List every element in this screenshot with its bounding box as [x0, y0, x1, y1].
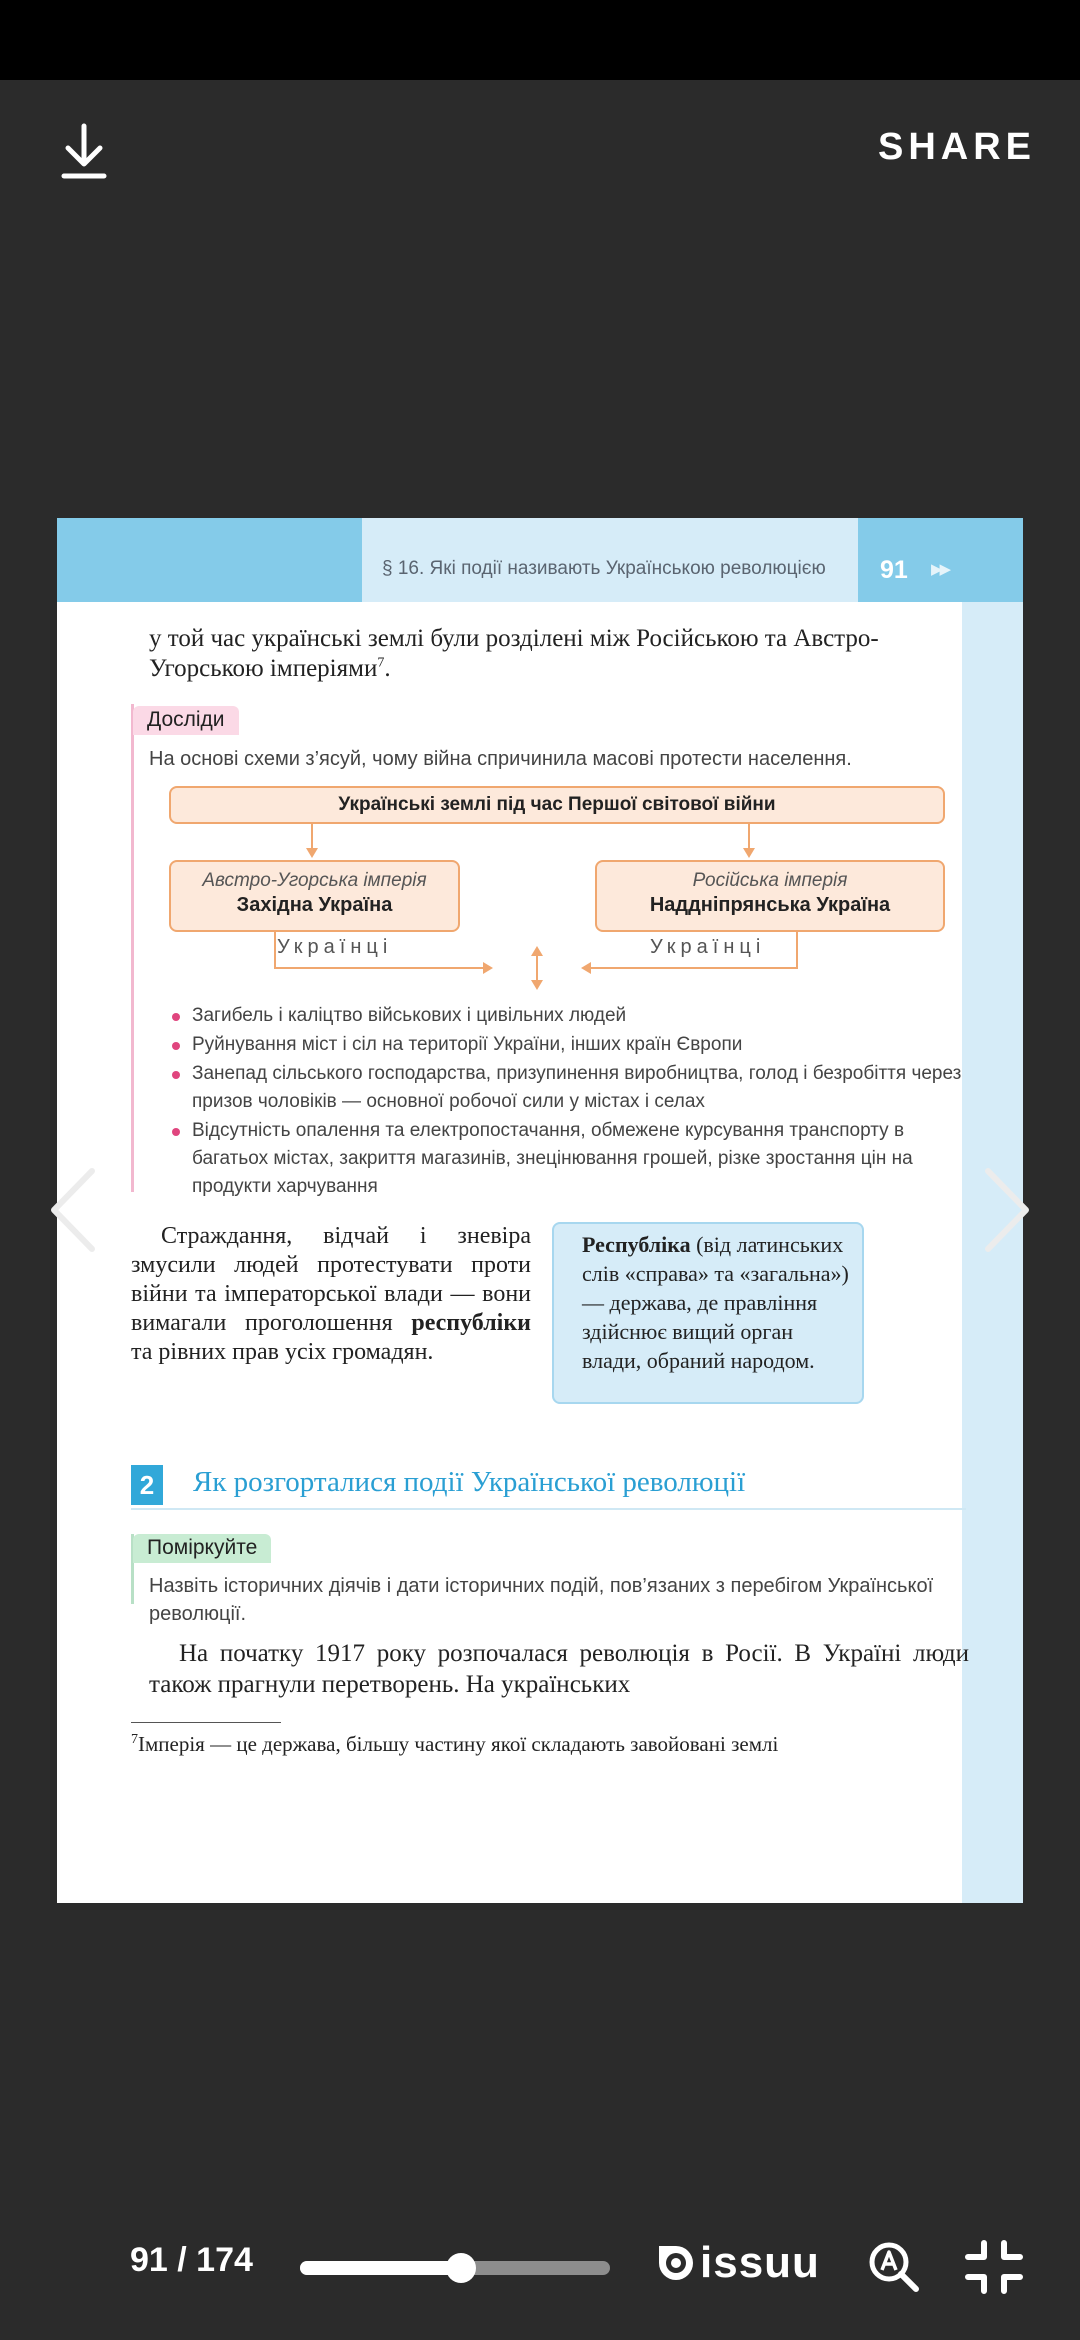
top-bar	[0, 80, 1080, 220]
share-button[interactable]: SHARE	[877, 126, 1036, 168]
zoom-button[interactable]	[866, 2239, 920, 2293]
list-item: Занепад сільського господарства, призупинення виробництва, голод і безробіття через призов чоловіків — основної робочої сили у містах і селах	[172, 1060, 962, 1116]
region-name: Західна Україна	[236, 894, 393, 916]
paragraph-protests: Страждання, відчай і зневіра змусили людей протестувати проти війни та імператорської влади — вони вимагали проголошення республіки та рівних прав усіх громадян.	[131, 1223, 531, 1365]
page-counter: 91 / 174	[130, 2241, 253, 2279]
collapse-icon	[964, 2239, 1024, 2295]
definition-box	[552, 1222, 864, 1404]
logo-text: issuu	[700, 2238, 820, 2287]
consider-label: Поміркуйте	[133, 1534, 271, 1563]
running-head: § 16. Які події називають Українською революцією	[382, 558, 826, 579]
people-label-left: Українці	[277, 936, 393, 958]
research-label: Досліди	[133, 706, 239, 735]
section-title: Як розгорталися події Української революції	[193, 1466, 746, 1498]
double-arrow-icon: ▶▶	[931, 561, 949, 578]
empire-name: Російська імперія	[692, 870, 848, 891]
region-name: Наддніпрянська Україна	[649, 894, 891, 916]
diagram-box-austria	[169, 860, 460, 932]
footnote: $^7$Імперія — це держава, більшу частину якої складають завойовані землі	[131, 1732, 779, 1756]
research-block-rule	[131, 704, 134, 1192]
paragraph-1917: На початку 1917 року розпочалася революція в Росії. В Україні люди також прагнули перетворень. На українських	[149, 1640, 969, 1698]
next-page-button[interactable]	[976, 1165, 1036, 1255]
status-bar	[0, 0, 1080, 80]
consequences-list	[172, 1002, 962, 1202]
exit-fullscreen-button[interactable]	[964, 2239, 1024, 2295]
issuu-logo[interactable]	[656, 2233, 820, 2293]
slider-fill	[300, 2261, 461, 2275]
definition-text: (від латинських слів «справа» та «загальна») — держава, де правління здійснює вищий орган влади, обраний народом.	[582, 1232, 849, 1373]
list-item: Загибель і каліцтво військових і цивільних людей	[172, 1002, 962, 1030]
section-divider	[131, 1508, 966, 1510]
previous-page-button[interactable]	[44, 1165, 104, 1255]
page-header-block	[57, 518, 362, 602]
paragraph-intro: у той час українські землі були розділені між Російською та Австро-Угорською імперіями$^7$.	[149, 625, 879, 682]
bottom-bar	[0, 2225, 1080, 2305]
page-number: 91	[880, 556, 908, 584]
empire-name: Австро-Угорська імперія	[202, 870, 427, 891]
diagram-title: Українські землі під час Першої світової війни	[169, 786, 945, 824]
footnote-divider	[131, 1722, 281, 1723]
chevron-right-icon	[976, 1165, 1036, 1255]
issuu-mark-icon	[656, 2243, 696, 2283]
diagram-box-russia	[595, 860, 945, 932]
definition-term: Республіка	[582, 1232, 691, 1257]
consider-task: Назвіть історичних діячів і дати історичних подій, пов’язаних з перебігом Української революції.	[149, 1575, 934, 1625]
zoom-icon	[866, 2239, 920, 2293]
footnote-ref: 7	[377, 655, 385, 671]
section-number: 2	[131, 1465, 163, 1505]
download-button[interactable]	[48, 116, 120, 188]
list-item: Відсутність опалення та електропостачання, обмежене курсування транспорту в багатьох містах, закриття магазинів, знецінювання грошей, різке зростання цін на продукти харчування	[172, 1117, 962, 1201]
research-task: На основі схеми з’ясуй, чому війна спричинила масові протести населення.	[149, 748, 852, 770]
list-item: Руйнування міст і сіл на території України, інших країн Європи	[172, 1031, 962, 1059]
download-icon	[48, 116, 120, 188]
people-label-right: Українці	[650, 936, 766, 958]
chevron-left-icon	[44, 1165, 104, 1255]
book-page	[57, 518, 1023, 1903]
slider-thumb[interactable]	[446, 2253, 476, 2283]
